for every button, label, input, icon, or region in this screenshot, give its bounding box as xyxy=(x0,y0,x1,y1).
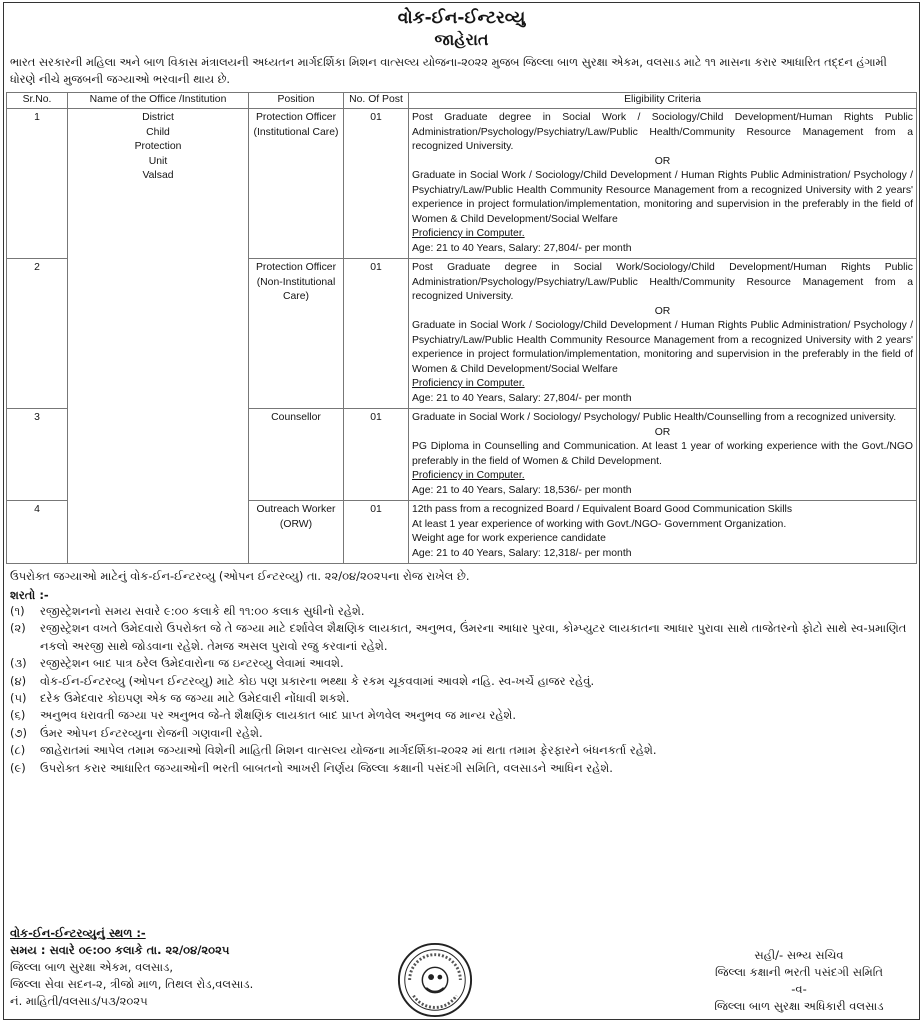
advertisement-page xyxy=(3,2,920,1020)
row-sr-no: 3 xyxy=(7,409,68,501)
criteria-line: At least 1 year experience of working with Govt./NGO- Government Organization. xyxy=(412,518,787,530)
term-text: ઉપરોક્ત કરાર આધારિત જગ્યાઓની ભરતી બાબતનો આખરી નિર્ણય જિલ્લા કક્ષાની પસંદગી સમિતિ, વલસાડને આધિન રહેશે. xyxy=(40,760,613,775)
header-sr-no: Sr.No. xyxy=(7,93,68,109)
row-position: Counsellor xyxy=(249,409,344,501)
row-no-of-post: 01 xyxy=(344,259,409,409)
seal-stamp-icon xyxy=(396,941,474,1019)
terms-heading: શરતો :- xyxy=(10,588,49,602)
row-position: Protection Officer (Non-Institutional Care) xyxy=(249,259,344,409)
criteria-computer: Proficiency in Computer. xyxy=(412,378,525,389)
header-position: Position xyxy=(249,93,344,109)
criteria-primary: Post Graduate degree in Social Work/Sociology/Child Development/Human Rights Public Administration/Psychology/Psychiatry/Law/Public Health/Community Resource Management from a recognized University. xyxy=(412,262,913,302)
term-number: (૩) xyxy=(10,656,27,671)
criteria-or: OR xyxy=(654,426,671,438)
criteria-computer: Proficiency in Computer. xyxy=(412,228,525,239)
row-eligibility xyxy=(409,501,917,564)
term-text: દરેક ઉમેદવાર કોઇપણ એક જ જગ્યા માટે ઉમેદવારી નોંધાવી શકશે. xyxy=(40,691,350,706)
list-item xyxy=(4,707,919,724)
criteria-computer: Proficiency in Computer. xyxy=(412,470,525,481)
venue-time: સમય : સવારે ૦૯:૦૦ કલાકે તા. ૨૨/૦૪/૨૦૨૫ xyxy=(10,943,230,957)
office-line: Valsad xyxy=(142,170,174,181)
row-no-of-post: 01 xyxy=(344,501,409,564)
criteria-line: Weight age for work experience candidate xyxy=(412,533,606,544)
row-position: Protection Officer (Institutional Care) xyxy=(249,109,344,259)
criteria-alternate: Graduate in Social Work / Sociology/Child Development / Human Rights Public Administration/ Psychology / Psychiatry/Law/Public Health Community Resource Management from a recognized University with 2 years' experience in project formulation/implementation, monitoring and supervision in the preferably in the field of Women & Child Development/Social Welfare xyxy=(412,170,913,225)
office-name-cell xyxy=(68,109,249,564)
list-item xyxy=(4,603,919,620)
terms-list xyxy=(4,603,919,777)
row-sr-no: 4 xyxy=(7,501,68,564)
table-header-row xyxy=(7,93,917,109)
term-number: (૨) xyxy=(10,621,26,636)
vacancy-table xyxy=(6,92,917,564)
term-text: રજીસ્ટ્રેશન વખતે ઉમેદવારો ઉપરોક્ત જે તે જગ્યા માટે દર્શાવેલ શૈક્ષણિક લાયકાત, અનુભવ, ઉંમરના આધાર પુરવા, કોમ્પ્યુટર લાયકાતના આધાર પુરાવા સાથે તાજેતરનો ફોટો સાથે સ્વ-પ્રમાણિત નકલો અરજી સાથે જોડવાના રહેશે. તેમજ અસલ પુરાવો રજુ કરવાનાં રહેશે. xyxy=(40,621,907,653)
list-item xyxy=(4,655,919,672)
row-position: Outreach Worker (ORW) xyxy=(249,501,344,564)
signature-line: સહી/- સભ્ય સચિવ xyxy=(754,948,844,962)
header-eligibility: Eligibility Criteria xyxy=(409,93,917,109)
row-no-of-post: 01 xyxy=(344,109,409,259)
list-item xyxy=(4,725,919,742)
office-line: District xyxy=(142,112,174,123)
term-number: (૮) xyxy=(10,743,26,758)
criteria-age-salary: Age: 21 to 40 Years, Salary: 27,804/- per month xyxy=(412,242,632,254)
office-line: Unit xyxy=(148,155,168,167)
term-number: (૪) xyxy=(10,673,27,688)
term-number: (૬) xyxy=(10,708,26,723)
term-text: રજીસ્ટ્રેશન બાદ પાત્ર ઠરેલ ઉમેદવારોના જ ઇન્ટરવ્યુ લેવામાં આવશે. xyxy=(40,656,344,671)
term-number: (૧) xyxy=(10,604,25,618)
criteria-primary: Graduate in Social Work / Sociology/ Psychology/ Public Health/Counselling from a recognized university. xyxy=(412,412,897,423)
term-number: (૫) xyxy=(10,691,27,706)
row-no-of-post: 01 xyxy=(344,409,409,501)
term-number: (૯) xyxy=(10,760,26,775)
row-eligibility xyxy=(409,409,917,501)
criteria-age-salary: Age: 21 to 40 Years, Salary: 27,804/- per month xyxy=(412,392,632,404)
list-item xyxy=(4,620,919,655)
row-sr-no: 2 xyxy=(7,259,68,409)
venue-address-line: જિલ્લા બાળ સુરક્ષા એકમ, વલસાડ, xyxy=(10,960,174,974)
term-text: વોક-ઈન-ઈન્ટરવ્યુ (ઓપન ઈન્ટરવ્યુ) માટે કોઇ પણ પ્રકારના ભથ્થા કે રકમ ચૂકવવામાં આવશે નહિ. સ્વ-ખર્ચે હાજર રહેવું. xyxy=(40,673,595,688)
criteria-alternate: Graduate in Social Work / Sociology/Child Development / Human Rights Public Administration/ Psychology / Psychiatry/Law/Public Health Community Resource Management from a recognized University with 2 years' experience in project formulation/implementation, monitoring and supervision in the preferably in the field of Women & Child Development/Social Welfare xyxy=(412,320,913,375)
header-no-of-post: No. Of Post xyxy=(344,93,409,109)
list-item xyxy=(4,760,919,777)
signature-line: જિલ્લા કક્ષાની ભરતી પસંદગી સમિતિ xyxy=(715,965,883,979)
row-eligibility xyxy=(409,259,917,409)
page-title: વોક-ઈન-ઈન્ટરવ્યુ xyxy=(397,8,526,28)
criteria-alternate: PG Diploma in Counselling and Communication. At least 1 year of working experience with the Govt./NGO preferably in the field of Women & Child Development. xyxy=(412,441,913,467)
venue-heading: વોક-ઈન-ઈન્ટરવ્યુનું સ્થળ :- xyxy=(10,926,146,940)
criteria-primary: Post Graduate degree in Social Work / Sociology/Child Development/Human Rights Public Administration/Psychology/Psychiatry/Law/Public Health/Community Resource Management from a recognized University. xyxy=(412,112,913,152)
term-text: ઉંમર ઓપન ઈન્ટરવ્યુના રોજની ગણવાની રહેશે. xyxy=(40,725,263,740)
venue-block xyxy=(10,925,430,1010)
page-subtitle: જાહેરાત xyxy=(434,30,489,49)
reference-number: નં. માહિતી/વલસાડ/૫૩/૨૦૨૫ xyxy=(10,994,148,1008)
criteria-age-salary: Age: 21 to 40 Years, Salary: 18,536/- per month xyxy=(412,484,632,496)
criteria-line: 12th pass from a recognized Board / Equivalent Board Good Communication Skills xyxy=(412,504,793,515)
signature-line: જિલ્લા બાળ સુરક્ષા અધિકારી વલસાડ xyxy=(714,999,884,1013)
list-item xyxy=(4,742,919,759)
criteria-age-salary: Age: 21 to 40 Years, Salary: 12,318/- per month xyxy=(412,547,632,559)
list-item xyxy=(4,690,919,707)
intro-paragraph: ભારત સરકારની મહિલા અને બાળ વિકાસ મંત્રાલયની અધ્યતન માર્ગદર્શિકા મિશન વાત્સલ્ય યોજના-૨૦૨૨ મુજબ જિલ્લા બાળ સુરક્ષા એકમ, વલસાડ માટે ૧૧ માસના કરાર આધારિત તદ્દન હંગામી ધોરણે નીચે મુજબની જગ્યાઓ ભરવાની થાય છે. xyxy=(10,55,887,86)
office-line: Protection xyxy=(134,141,182,152)
row-sr-no: 1 xyxy=(7,109,68,259)
criteria-or: OR xyxy=(654,155,671,167)
criteria-or: OR xyxy=(654,305,671,317)
list-item xyxy=(4,673,919,690)
signature-block xyxy=(680,947,918,1015)
signature-line: -વ- xyxy=(791,982,807,996)
term-text: રજીસ્ટ્રેશનનો સમય સવારે ૯:૦૦ કલાકે થી ૧૧:૦૦ કલાક સુધીનો રહેશે. xyxy=(40,604,365,618)
term-number: (૭) xyxy=(10,725,27,740)
row-eligibility xyxy=(409,109,917,259)
interview-notice: ઉપરોક્ત જગ્યાઓ માટેનું વોક-ઈન-ઈન્ટરવ્યુ (ઓપન ઈન્ટરવ્યુ) તા. ૨૨/૦૪/૨૦૨૫ના રોજ રાખેલ છે. xyxy=(10,569,470,583)
term-text: જાહેરાતમાં આપેલ તમામ જગ્યાઓ વિશેની માહિતી મિશન વાત્સલ્ય યોજના માર્ગદર્શિકા-૨૦૨૨ માં થતા તમામ ફેરફારને બંધનકર્તા રહેશે. xyxy=(40,743,657,758)
term-text: અનુભવ ધરાવતી જગ્યા પર અનુભવ જે-તે શૈક્ષણિક લાયકાત બાદ પ્રાપ્ત મેળવેલ અનુભવ જ માન્ય રહેશે. xyxy=(40,708,517,723)
table-row xyxy=(7,109,917,259)
office-line: Child xyxy=(146,126,170,138)
header-office: Name of the Office /Institution xyxy=(68,93,249,109)
venue-address-line: જિલ્લા સેવા સદન-૨, ત્રીજો માળ, તિથલ રોડ,વલસાડ. xyxy=(10,977,254,991)
